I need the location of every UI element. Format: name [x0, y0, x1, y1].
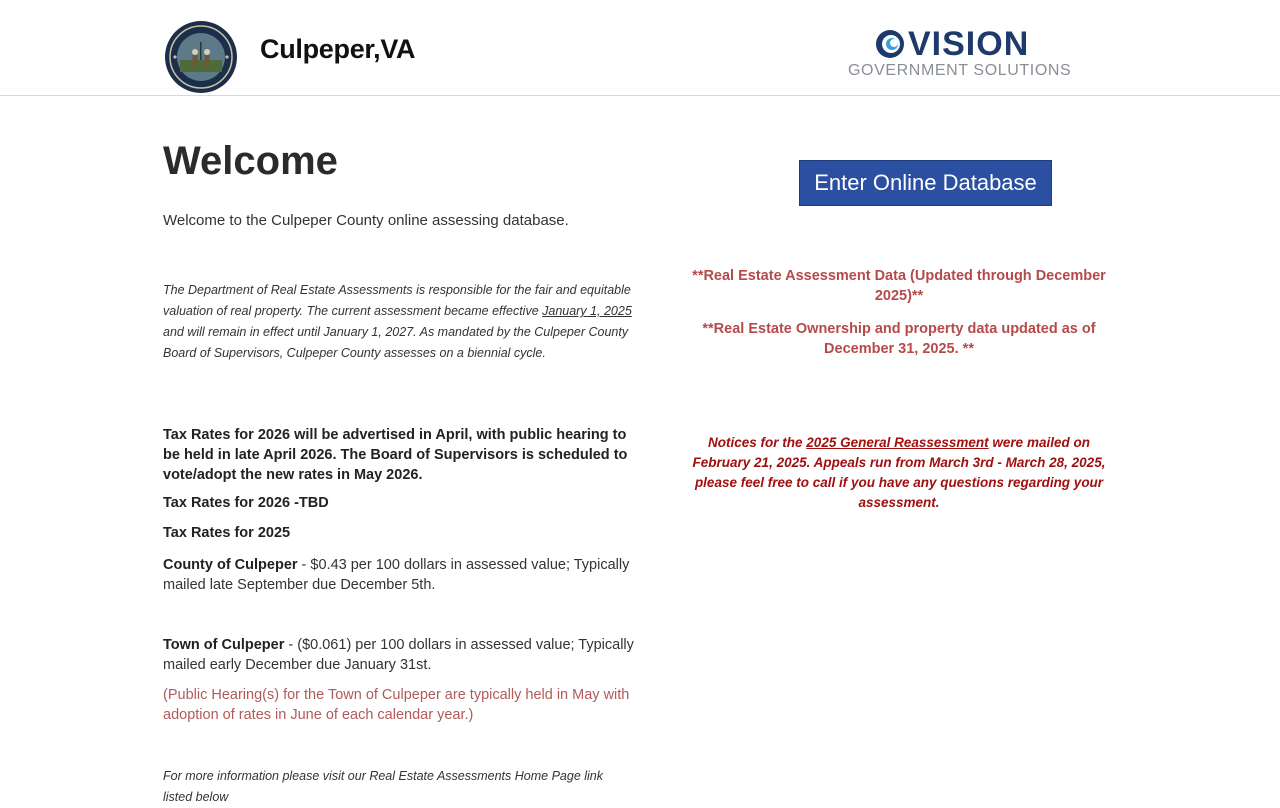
assessment-data-notice: **Real Estate Assessment Data (Updated through December 2025)** — [692, 268, 1106, 304]
dept-text-part1: The Department of Real Estate Assessments is responsible for the fair and equitable valuation of real property. The current assessment became effective — [163, 283, 631, 318]
vendor-subtitle: GOVERNMENT SOLUTIONS — [848, 62, 1072, 79]
welcome-heading: Welcome — [163, 139, 338, 183]
site-header — [0, 0, 1280, 96]
town-rate-text: - ($0.061) per 100 dollars in assessed value; Typically mailed early December due January 31st. — [163, 637, 634, 673]
county-seal-icon[interactable] — [164, 20, 238, 94]
county-rate-text: - $0.43 per 100 dollars in assessed value; Typically mailed late September due December 5th. — [163, 557, 630, 593]
reassessment-notice-pre: Notices for the — [708, 435, 807, 450]
county-label: County of Culpeper — [163, 557, 298, 573]
town-tax-rate — [163, 635, 641, 675]
tax-2026-notice: Tax Rates for 2026 will be advertised in April, with public hearing to be held in late April 2026. The Board of Supervisors is scheduled to vote/adopt the new rates in May 2026. — [163, 427, 628, 483]
reassessment-notice-post: were mailed on February 21, 2025. Appeals run from March 3rd - March 28, 2025, please feel free to call if you have any questions regarding your assessment. — [692, 435, 1106, 510]
general-reassessment-link[interactable]: 2025 General Reassessment — [806, 435, 989, 450]
vendor-name: VISION — [908, 25, 1030, 63]
intro-text: Welcome to the Culpeper County online assessing database. — [163, 212, 569, 229]
ownership-data-notice: **Real Estate Ownership and property data updated as of December 31, 2025. ** — [702, 321, 1096, 357]
town-label: Town of Culpeper — [163, 637, 285, 653]
dept-text-part2: and will remain in effect until January 1, 2027. As mandated by the Culpeper County Board of Supervisors, Culpeper County assesses on a biennial cycle. — [163, 325, 629, 360]
vision-government-solutions-logo[interactable] — [848, 25, 1072, 82]
county-tax-rate — [163, 555, 641, 595]
department-description — [163, 280, 633, 364]
more-info-text: For more information please visit our Real Estate Assessments Home Page link listed below — [163, 769, 603, 804]
reassessment-notice — [679, 433, 1119, 513]
town-hearing-note: (Public Hearing(s) for the Town of Culpeper are typically held in May with adoption of rates in June of each calendar year.) — [163, 687, 630, 723]
tax-2025-heading: Tax Rates for 2025 — [163, 525, 291, 541]
effective-date: January 1, 2025 — [542, 304, 632, 318]
enter-online-database-button[interactable]: Enter Online Database — [799, 160, 1052, 206]
vision-swirl-icon — [874, 28, 906, 60]
site-title: Culpeper,VA — [260, 34, 416, 64]
tax-2026-tbd: Tax Rates for 2026 -TBD — [163, 495, 329, 511]
